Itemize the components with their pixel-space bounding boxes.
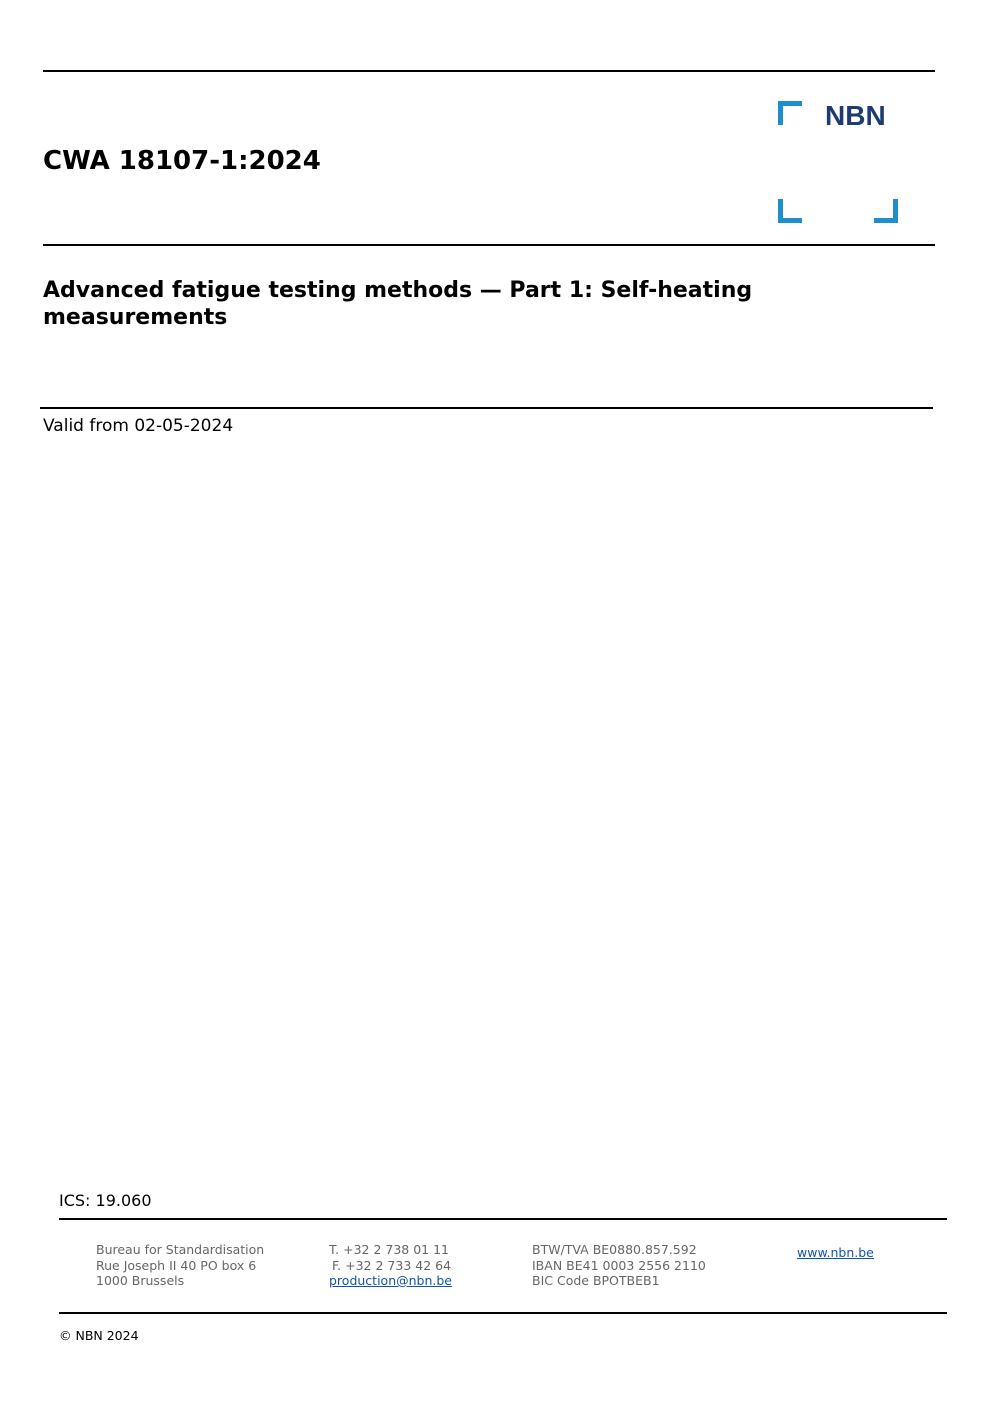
footer-top-rule bbox=[59, 1218, 947, 1220]
copyright-notice: © NBN 2024 bbox=[59, 1328, 139, 1343]
phone-number: T. +32 2 738 01 11 bbox=[329, 1242, 449, 1257]
vat-number: BTW/TVA BE0880.857.592 bbox=[532, 1242, 697, 1257]
top-rule bbox=[43, 70, 935, 72]
address-line: Rue Joseph II 40 PO box 6 bbox=[96, 1257, 257, 1273]
website-link[interactable]: www.nbn.be bbox=[797, 1245, 874, 1260]
logo-corner-bottom-right bbox=[874, 199, 898, 223]
nbn-logo bbox=[778, 101, 900, 223]
document-number: CWA 18107-1:2024 bbox=[43, 146, 321, 176]
valid-from-date: Valid from 02-05-2024 bbox=[43, 416, 234, 436]
title-rule bbox=[40, 407, 933, 409]
logo-corner-bottom-left bbox=[778, 199, 802, 223]
ics-code: ICS: 19.060 bbox=[59, 1191, 152, 1210]
footer-bottom-rule bbox=[59, 1312, 947, 1314]
iban-number: IBAN BE41 0003 2556 2110 bbox=[532, 1257, 706, 1273]
logo-corner-top-left bbox=[778, 101, 802, 125]
footer-address bbox=[96, 1242, 264, 1289]
document-title: Advanced fatigue testing methods — Part 1: Self-heating measurements bbox=[43, 278, 753, 330]
email-link[interactable]: production@nbn.be bbox=[329, 1273, 452, 1288]
address-line: Bureau for Standardisation bbox=[96, 1242, 265, 1257]
logo-wordmark: NBN bbox=[825, 100, 886, 131]
header-rule bbox=[43, 244, 935, 246]
footer-website bbox=[797, 1245, 874, 1261]
footer-banking bbox=[532, 1242, 706, 1289]
fax-number: F. +32 2 733 42 64 bbox=[332, 1257, 452, 1273]
footer-contact bbox=[329, 1242, 452, 1289]
address-line: 1000 Brussels bbox=[96, 1273, 185, 1288]
bic-code: BIC Code BPOTBEB1 bbox=[532, 1273, 660, 1288]
